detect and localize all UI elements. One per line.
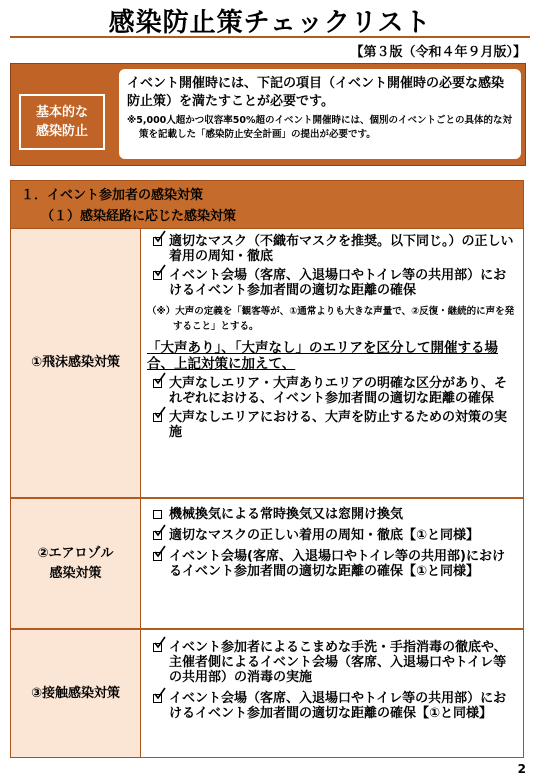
checklist-item[interactable]: [147, 507, 517, 522]
checkmark-icon: [154, 687, 166, 699]
row-content-contact: [147, 640, 517, 721]
page-number: 2: [517, 762, 526, 776]
checkmark-icon: [154, 524, 166, 536]
checklist-item-text: 大声なしエリアにおける、大声を防止するための対策の実施: [169, 410, 508, 440]
checklist-item[interactable]: [147, 549, 517, 579]
section-heading: １．イベント参加者の感染対策: [21, 188, 204, 203]
edition-label: 【第３版（令和４年９月版）】: [350, 45, 526, 60]
checklist-section: [10, 180, 524, 758]
row-label-aerosol: ②エアロゾル 感染対策: [11, 499, 141, 628]
checklist-item-text: 適切なマスク（不織布マスクを推奨。以下同じ。）の正しい着用の周知・徹底: [169, 234, 514, 264]
checklist-item-text: 大声なしエリア・大声ありエリアの明確な区分があり、それぞれにおける、イベント参加者間の適切な距離の確保: [169, 376, 508, 406]
checklist-item[interactable]: [147, 410, 517, 440]
row-droplet: [11, 229, 523, 497]
checklist-item-text: イベント会場(客席、入退場口やトイレ等の共用部)におけるイベント参加者間の適切な距離の確保【①と同様】: [169, 549, 505, 579]
zone-subhead: 「大声あり」、「大声なし」のエリアを区分して開催する場合、上記対策に加えて、: [147, 340, 498, 372]
checkmark-icon: [154, 230, 166, 242]
checklist-item[interactable]: [147, 376, 517, 406]
checkmark-icon: [154, 372, 166, 384]
row-label-droplet: ①飛沫感染対策: [11, 229, 141, 497]
checkbox[interactable]: [153, 510, 162, 519]
checklist-item[interactable]: [147, 691, 517, 721]
intro-main-text: イベント開催時には、下記の項目（イベント開催時の必要な感染防止策）を満たすことが必要です。: [127, 76, 505, 109]
checkmark-icon: [154, 545, 166, 557]
checklist-item[interactable]: [147, 640, 517, 685]
checkmark-icon: [154, 636, 166, 648]
checklist-item[interactable]: [147, 528, 517, 543]
checkmark-icon: [154, 264, 166, 276]
checklist-item[interactable]: [147, 234, 517, 264]
checklist-item-text: イベント会場（客席、入退場口やトイレ等の共用部）におけるイベント参加者間の適切な距離の確保【①と同様】: [169, 691, 507, 721]
row-label-contact: ③接触感染対策: [11, 630, 141, 757]
checklist-item-text: 適切なマスクの正しい着用の周知・徹底【①と同様】: [169, 528, 480, 543]
checklist-item-text: イベント参加者によるこまめな手洗・手指消毒の徹底や、主催者側によるイベント会場（客席、入退場口やトイレ等の共用部）の消毒の実施: [169, 640, 507, 685]
section-subheading: （１）感染経路に応じた感染対策: [41, 209, 237, 224]
row-contact: [11, 628, 523, 757]
row-content-droplet: [147, 234, 517, 440]
checklist-item-text: 機械換気による常時換気又は窓開け換気: [169, 507, 404, 522]
intro-note: ※5,000人超かつ収容率50%超のイベント開催時には、個別のイベントごとの具体的な対策を記載した「感染防止安全計画」の提出が必要です。: [127, 115, 513, 140]
checklist-item-text: イベント会場（客席、入退場口やトイレ等の共用部）におけるイベント参加者間の適切な距離の確保: [169, 268, 507, 298]
loud-voice-note: （※）大声の定義を「観客等が、①通常よりも大きな声量で、②反復・継続的に声を発すること」とする。: [147, 306, 515, 332]
row-content-aerosol: [147, 507, 517, 579]
intro-tag: 基本的な 感染防止: [19, 94, 105, 150]
row-aerosol: [11, 497, 523, 628]
intro-body: [119, 69, 521, 159]
intro-banner: [10, 63, 526, 166]
title-divider: [10, 36, 530, 38]
checklist-item[interactable]: [147, 268, 517, 298]
checkmark-icon: [154, 406, 166, 418]
section-header: [11, 181, 523, 229]
page-title: 感染防止策チェックリスト: [108, 8, 432, 38]
